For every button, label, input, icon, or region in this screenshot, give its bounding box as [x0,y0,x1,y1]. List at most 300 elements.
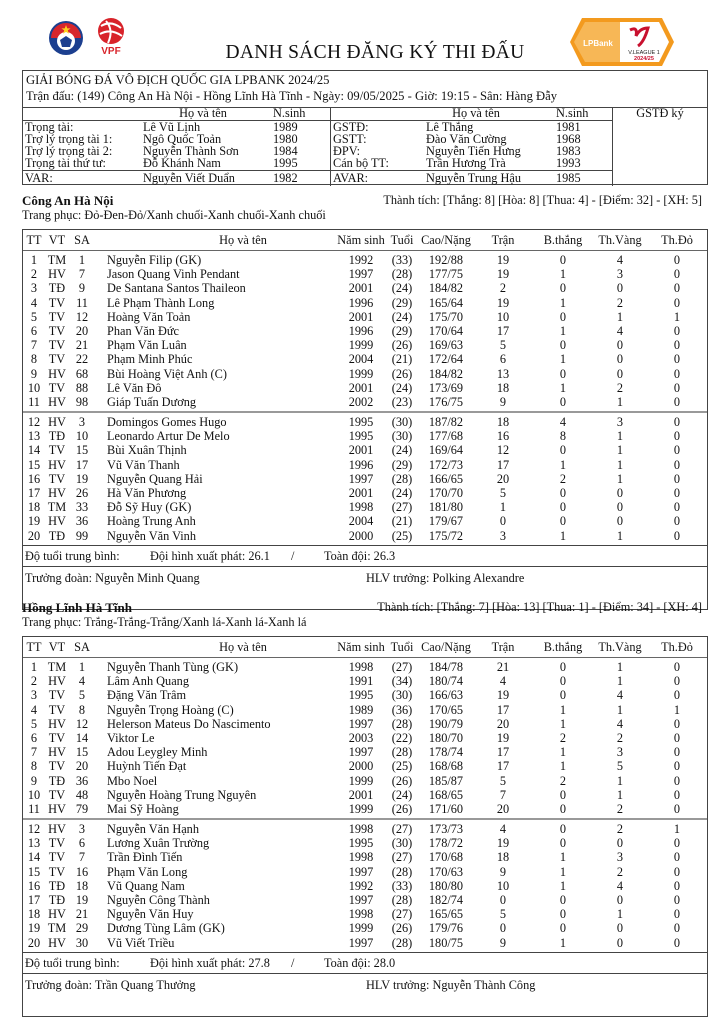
birth-year: 2001 [348,309,374,324]
matches: 12 [496,443,510,458]
shirt-number: 9 [78,281,86,296]
player-row [23,324,707,338]
player-row [23,822,707,836]
col-header: Th.Đỏ [661,640,693,654]
height-weight: 170/65 [428,702,464,717]
yellow-cards: 1 [616,787,624,802]
birth-year: 1997 [348,864,374,879]
officials-year-header: N.sinh [273,106,306,120]
age: (30) [391,688,413,703]
col-header: Th.Vàng [598,640,642,654]
shirt-number: 10 [75,429,89,444]
row-number: 15 [27,457,41,472]
height-weight: 175/70 [428,309,464,324]
col-header: Cao/Nặng [421,640,471,654]
height-weight: 178/72 [428,836,464,851]
player-name: Huỳnh Tiến Đạt [107,759,187,774]
team-2-record: Thành tích: [Thắng: 7] [Hòa: 13] [Thua: 1] - [Điểm: 34] - [XH: 4] [377,600,702,614]
age: (24) [391,787,413,802]
officials-year-header: N.sinh [556,106,589,120]
col-header: B.thắng [543,233,583,247]
supervisor-signature-header: GSTĐ ký [636,106,684,120]
matches: 21 [496,660,510,674]
shirt-number: 20 [75,323,89,338]
position: HV [48,394,66,409]
birth-year: 2001 [348,486,374,500]
row-number: 17 [27,893,41,907]
position: HV [48,801,66,816]
row-number: 19 [27,921,41,936]
player-row [23,893,707,907]
birth-year: 1997 [348,471,374,486]
player-name: Helerson Mateus Do Nascimento [107,716,271,731]
shirt-number: 33 [75,500,89,515]
svg-text:2024/25: 2024/25 [634,56,654,62]
col-header: SA [74,640,90,654]
age: (28) [391,935,413,950]
yellow-cards: 2 [616,380,624,395]
officials-table [23,107,707,186]
birth-year: 2001 [348,281,374,296]
goals: 0 [559,893,567,907]
player-name: Vũ Quang Nam [107,878,185,893]
age: (28) [391,864,413,879]
age: (33) [391,253,413,267]
red-cards: 0 [673,787,681,802]
player-name: Đỗ Sỹ Huy (GK) [107,500,192,515]
col-header: Trận [491,233,515,247]
player-row [23,745,707,759]
average-age-starting: Đội hình xuất phát: 26.1 [150,548,270,563]
player-row [23,731,707,745]
goals: 0 [559,281,567,296]
position: TĐ [48,281,66,296]
matches: 19 [496,730,510,745]
shirt-number: 15 [75,745,89,760]
col-header: Th.Đỏ [661,233,693,247]
yellow-cards: 0 [616,338,624,353]
yellow-cards: 1 [616,309,624,324]
official-name: Lê Vũ Lịnh [143,120,201,134]
yellow-cards: 1 [616,907,624,922]
age: (28) [391,267,413,282]
player-name: Nguyễn Filip (GK) [107,253,202,267]
player-row [23,367,707,381]
starters-group [23,251,707,413]
goals: 0 [559,486,567,500]
goals: 1 [559,935,567,950]
average-age-label: Độ tuổi trung bình: [25,548,120,563]
yellow-cards: 0 [616,500,624,515]
official-name: Lê Thắng [426,120,474,134]
red-cards: 0 [673,801,681,816]
shirt-number: 79 [75,801,89,816]
yellow-cards: 4 [616,878,624,893]
birth-year: 1997 [348,893,374,907]
player-name: Nguyễn Văn Hạnh [107,822,199,837]
position: TV [48,309,66,324]
yellow-cards: 4 [616,688,624,703]
row-number: 1 [30,660,38,674]
goals: 0 [559,907,567,922]
height-weight: 184/82 [428,281,464,296]
age: (28) [391,716,413,731]
goals: 0 [559,443,567,458]
height-weight: 173/73 [428,822,464,837]
player-row [23,415,707,429]
player-name: Lâm Anh Quang [107,674,189,689]
age: (26) [391,338,413,353]
birth-year: 1997 [348,935,374,950]
yellow-cards: 0 [616,935,624,950]
birth-year: 1989 [348,702,374,717]
yellow-cards: 3 [616,267,624,282]
goals: 0 [559,394,567,409]
goals: 0 [559,688,567,703]
row-number: 14 [27,443,41,458]
shirt-number: 15 [75,443,89,458]
matches: 7 [499,787,507,802]
yellow-cards: 0 [616,514,624,529]
player-name: Leonardo Artur De Melo [107,429,230,444]
goals: 1 [559,528,567,543]
birth-year: 1999 [348,773,374,788]
red-cards: 0 [673,338,681,353]
team-2-kit: Trang phục: Trắng-Trắng-Trắng/Xanh lá-Xanh lá-Xanh lá [22,615,307,629]
height-weight: 182/74 [428,893,464,907]
red-cards: 0 [673,935,681,950]
average-age-total: Toàn đội: 26.3 [324,548,396,563]
player-row [23,310,707,324]
player-row [23,836,707,850]
position: HV [48,366,66,381]
position: HV [48,415,66,430]
yellow-cards: 2 [616,730,624,745]
red-cards: 0 [673,352,681,367]
row-number: 10 [27,380,41,395]
matches: 19 [496,267,510,282]
col-header: VT [48,640,66,654]
matches: 4 [499,674,507,689]
red-cards: 0 [673,471,681,486]
official-year: 1995 [273,156,298,170]
birth-year: 1997 [348,267,374,282]
row-number: 16 [27,878,41,893]
player-row [23,703,707,717]
official-year: 1983 [556,144,581,158]
player-name: Lê Văn Đô [107,380,162,395]
player-row [23,865,707,879]
player-row [23,267,707,281]
head-coach: HLV trưởng: Polking Alexandre [366,570,525,585]
starters-group [23,658,707,820]
red-cards: 0 [673,394,681,409]
official-role: GSTĐ: [333,120,369,134]
birth-year: 1992 [348,253,374,267]
position: TV [48,338,66,353]
age: (29) [391,457,413,472]
red-cards: 0 [673,850,681,865]
player-row [23,253,707,267]
matches: 19 [496,295,510,310]
age: (28) [391,471,413,486]
average-age-total: Toàn đội: 28.0 [324,955,396,970]
height-weight: 177/75 [428,267,464,282]
red-cards: 0 [673,893,681,907]
shirt-number: 19 [75,893,89,907]
birth-year: 1995 [348,429,374,444]
red-cards: 0 [673,443,681,458]
yellow-cards: 2 [616,801,624,816]
shirt-number: 98 [75,394,89,409]
red-cards: 1 [673,822,681,837]
player-row [23,429,707,443]
yellow-cards: 4 [616,253,624,267]
svg-text:LPBank: LPBank [583,39,613,48]
height-weight: 176/75 [428,394,464,409]
player-row [23,660,707,674]
player-row [23,879,707,893]
matches: 16 [496,429,510,444]
average-age-label: Độ tuổi trung bình: [25,955,120,970]
player-name: Hoàng Văn Toản [107,309,191,324]
matches: 18 [496,415,510,430]
player-name: Lê Phạm Thành Long [107,295,215,310]
team-1-name: Công An Hà Nội [22,193,114,208]
goals: 0 [559,253,567,267]
yellow-cards: 0 [616,921,624,936]
row-number: 2 [30,267,38,282]
row-number: 13 [27,836,41,851]
height-weight: 180/75 [428,935,464,950]
birth-year: 1996 [348,295,374,310]
officials-name-header: Họ và tên [179,106,227,120]
shirt-number: 30 [75,935,89,950]
height-weight: 172/73 [428,457,464,472]
birth-year: 2004 [348,352,374,367]
position: TM [47,253,67,267]
age: (29) [391,295,413,310]
player-name: Nguyễn Thanh Tùng (GK) [107,660,239,674]
shirt-number: 5 [78,688,86,703]
position: TV [48,864,66,879]
position: TĐ [48,429,66,444]
age: (36) [391,702,413,717]
height-weight: 192/88 [428,253,464,267]
position: TV [48,295,66,310]
player-row [23,717,707,731]
age: (24) [391,281,413,296]
shirt-number: 20 [75,759,89,774]
row-number: 9 [30,773,38,788]
age: (24) [391,443,413,458]
red-cards: 0 [673,921,681,936]
goals: 2 [559,730,567,745]
yellow-cards: 2 [616,822,624,837]
average-age-row [23,952,707,973]
position: TV [48,702,66,717]
birth-year: 1996 [348,323,374,338]
height-weight: 166/65 [428,471,464,486]
row-number: 20 [27,935,41,950]
row-number: 12 [27,822,41,837]
goals: 4 [559,415,567,430]
height-weight: 185/87 [428,773,464,788]
row-number: 15 [27,864,41,879]
player-name: Phạm Văn Luân [107,338,187,353]
position: TV [48,730,66,745]
red-cards: 0 [673,674,681,689]
player-row [23,395,707,409]
age: (29) [391,323,413,338]
official-year: 1989 [273,120,298,134]
matches: 9 [499,935,507,950]
yellow-cards: 2 [616,864,624,879]
official-name: Đỗ Khánh Nam [143,156,221,170]
red-cards: 0 [673,864,681,879]
yellow-cards: 1 [616,429,624,444]
shirt-number: 26 [75,486,89,500]
shirt-number: 22 [75,352,89,367]
matches: 5 [499,338,507,353]
age: (24) [391,380,413,395]
official-year: 1985 [556,171,581,185]
goals: 1 [559,702,567,717]
player-name: Bùi Xuân Thịnh [107,443,187,458]
age: (27) [391,907,413,922]
birth-year: 1999 [348,921,374,936]
player-name: Bùi Hoàng Việt Anh (C) [107,366,227,381]
red-cards: 0 [673,323,681,338]
shirt-number: 48 [75,787,89,802]
height-weight: 190/79 [428,716,464,731]
position: TĐ [48,773,66,788]
player-row [23,338,707,352]
position: HV [48,907,66,922]
position: HV [48,514,66,529]
average-age-separator: / [291,955,295,970]
yellow-cards: 0 [616,893,624,907]
age: (21) [391,352,413,367]
player-name: Nguyễn Văn Vinh [107,528,196,543]
official-role: Trợ lý trọng tài 2: [25,144,113,158]
official-year: 1968 [556,132,581,146]
age: (33) [391,878,413,893]
matches: 5 [499,486,507,500]
red-cards: 0 [673,486,681,500]
matches: 3 [499,528,507,543]
shirt-number: 12 [75,716,89,731]
height-weight: 172/64 [428,352,464,367]
red-cards: 1 [673,309,681,324]
birth-year: 2001 [348,787,374,802]
official-name: Nguyễn Trung Hậu [426,171,521,185]
position: HV [48,674,66,689]
yellow-cards: 1 [616,773,624,788]
birth-year: 2004 [348,514,374,529]
col-header: Năm sinh [337,640,385,654]
yellow-cards: 1 [616,702,624,717]
age: (27) [391,850,413,865]
player-name: Đặng Văn Trâm [107,688,187,703]
birth-year: 1995 [348,836,374,851]
height-weight: 170/70 [428,486,464,500]
official-role: AVAR: [333,171,369,185]
red-cards: 0 [673,457,681,472]
red-cards: 0 [673,429,681,444]
matches: 6 [499,352,507,367]
birth-year: 1998 [348,850,374,865]
matches: 9 [499,864,507,879]
birth-year: 2000 [348,759,374,774]
birth-year: 1995 [348,415,374,430]
player-name: Giáp Tuấn Dương [107,394,197,409]
birth-year: 2002 [348,394,374,409]
official-year: 1981 [556,120,581,134]
team-1-roster-table [22,229,708,610]
row-number: 10 [27,787,41,802]
col-header: Năm sinh [337,233,385,247]
age: (24) [391,309,413,324]
row-number: 17 [27,486,41,500]
official-year: 1982 [273,171,298,185]
age: (25) [391,528,413,543]
shirt-number: 29 [75,921,89,936]
row-number: 8 [30,352,38,367]
height-weight: 165/65 [428,907,464,922]
player-row [23,381,707,395]
shirt-number: 88 [75,380,89,395]
row-number: 6 [30,323,38,338]
team-manager: Trưởng đoàn: Trần Quang Thưởng [25,977,196,992]
height-weight: 166/63 [428,688,464,703]
red-cards: 0 [673,836,681,851]
yellow-cards: 1 [616,528,624,543]
yellow-cards: 3 [616,745,624,760]
matches: 4 [499,822,507,837]
team-2-roster-table [22,636,708,1017]
yellow-cards: 0 [616,366,624,381]
age: (27) [391,822,413,837]
official-name: Trần Hương Trà [426,156,506,170]
goals: 2 [559,471,567,486]
height-weight: 187/82 [428,415,464,430]
age: (30) [391,836,413,851]
col-header: SA [74,233,90,247]
col-header: TT [26,640,42,654]
yellow-cards: 1 [616,660,624,674]
yellow-cards: 1 [616,457,624,472]
official-name: Nguyễn Viết Duẩn [143,171,235,185]
row-number: 19 [27,514,41,529]
shirt-number: 36 [75,514,89,529]
birth-year: 1999 [348,801,374,816]
height-weight: 179/67 [428,514,464,529]
position: HV [48,745,66,760]
matches: 0 [499,921,507,936]
match-details: Trận đấu: (149) Công An Hà Nội - Hồng Lĩnh Hà Tĩnh - Ngày: 09/05/2025 - Giờ: 19:15 - Sân: Hàng Đẫy [26,89,557,103]
row-number: 14 [27,850,41,865]
age: (25) [391,759,413,774]
matches: 18 [496,850,510,865]
official-role: GSTT: [333,132,367,146]
player-row [23,688,707,702]
col-header: Tuổi [390,640,414,654]
row-number: 2 [30,674,38,689]
red-cards: 0 [673,415,681,430]
height-weight: 180/70 [428,730,464,745]
player-row [23,788,707,802]
